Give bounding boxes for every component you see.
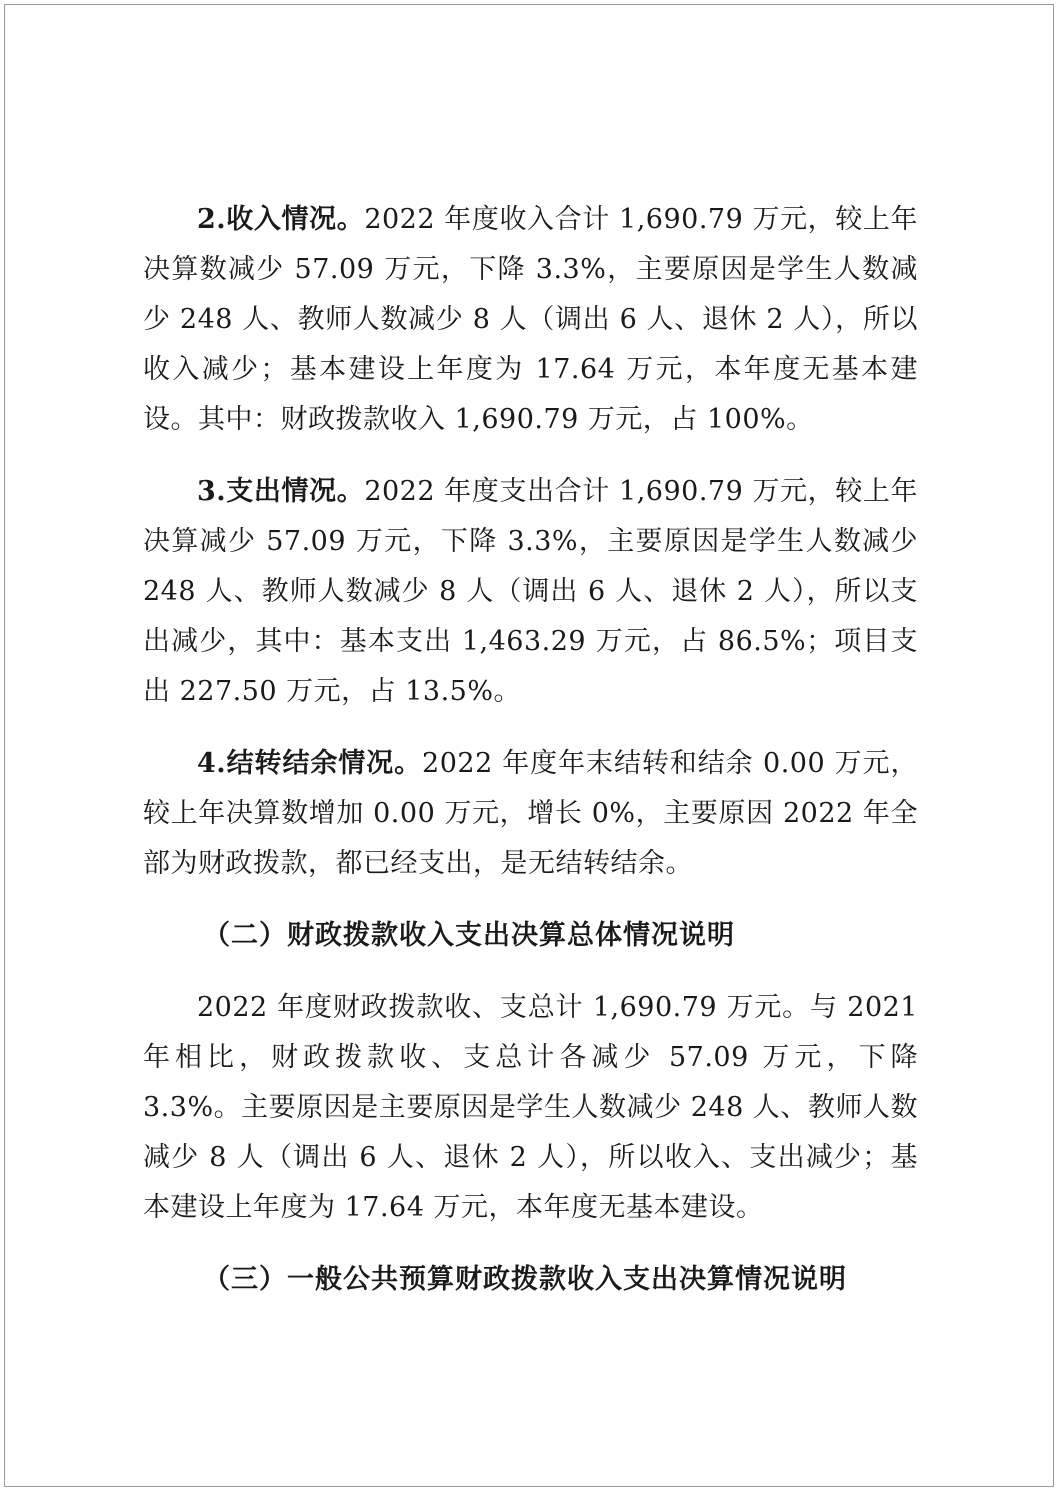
income-text: 2022 年度收入合计 1,690.79 万元，较上年决算数减少 57.09 万元，下降 3.3%，主要原因是学生人数减少 248 人、教师人数减少 8 人（调出 6 人、退休 2 人），所以收入减少；基本建设上年度为 17.64 万元，本年度无基本建设。其中：财政拨款收入 1,690.79 万元，占 100%。	[143, 204, 918, 435]
section2-heading: （二）财政拨款收入支出决算总体情况说明	[203, 920, 735, 951]
section2-paragraph: 2022 年度财政拨款收、支总计 1,690.79 万元。与 2021 年相比，财政拨款收、支总计各减少 57.09 万元，下降 3.3%。主要原因是主要原因是学生人数减少 248 人、教师人数减少 8 人（调出 6 人、退休 2 人），所以收入、支出减少；基本建设上年度为 17.64 万元，本年度无基本建设。	[143, 992, 918, 1223]
carryover-text: 2022 年度年末结转和结余 0.00 万元，较上年决算数增加 0.00 万元，增长 0%，主要原因 2022 年全部为财政拨款，都已经支出，是无结转结余。	[143, 748, 919, 879]
expenditure-text: 2022 年度支出合计 1,690.79 万元，较上年决算减少 57.09 万元，下降 3.3%，主要原因是学生人数减少 248 人、教师人数减少 8 人（调出 6 人、退休 2 人），所以支出减少，其中：基本支出 1,463.29 万元，占 86.5%；项目支出 227.50 万元，占 13.5%。	[143, 476, 918, 707]
expenditure-lead: 3.支出情况。	[197, 476, 365, 507]
expenditure-paragraph	[143, 467, 918, 717]
carryover-paragraph	[143, 739, 918, 889]
income-paragraph	[143, 195, 918, 445]
section3-heading: （三）一般公共预算财政拨款收入支出决算情况说明	[203, 1264, 847, 1295]
income-lead: 2.收入情况。	[197, 204, 365, 235]
carryover-lead: 4.结转结余情况。	[197, 748, 423, 779]
document-body	[143, 195, 918, 1327]
